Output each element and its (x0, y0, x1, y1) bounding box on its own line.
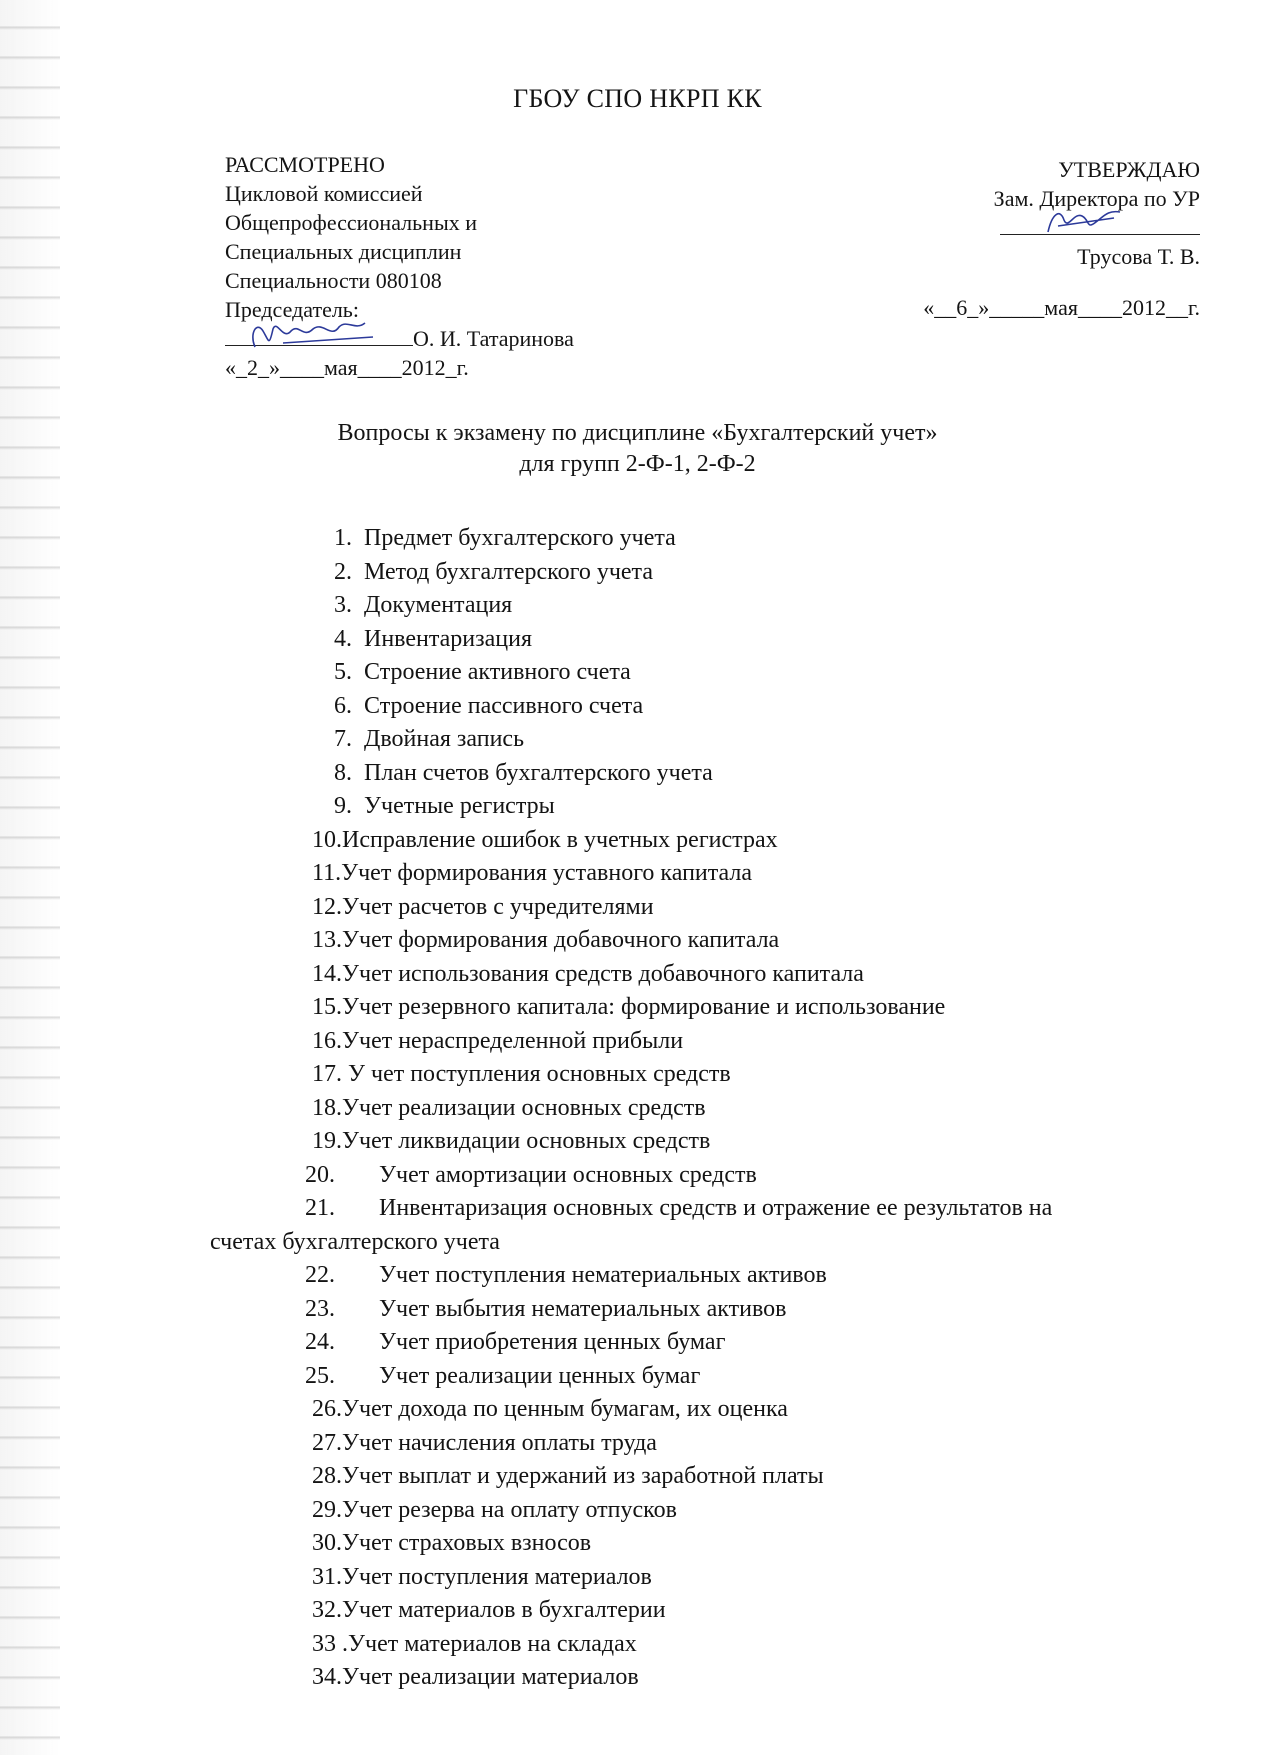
question-text: Учет резерва на оплату отпусков (342, 1496, 677, 1523)
question-text: У чет поступления основных средств (342, 1061, 731, 1087)
question-text: Учет резервного капитала: формирование и использование (342, 994, 946, 1020)
question-number: 29. (312, 1496, 342, 1523)
question-number: 33 . (312, 1630, 348, 1657)
signature-scribble-right (1038, 204, 1128, 238)
question-text: Учет расчетов с учредителями (342, 893, 654, 920)
question-number: 34. (312, 1664, 342, 1690)
question-number: 28. (312, 1463, 342, 1489)
question-number: 31. (312, 1563, 342, 1590)
list-item (210, 991, 1200, 1025)
question-text: Учет реализации ценных бумаг (379, 1362, 701, 1389)
question-number: 24. (305, 1329, 335, 1355)
question-text: Учет материалов в бухгалтерии (342, 1597, 666, 1623)
question-text: Инвентаризация основных средств и отражение ее результатов на (379, 1195, 1053, 1221)
heading-line-2: для групп 2-Ф-1, 2-Ф-2 (519, 451, 756, 477)
approved-block (923, 155, 1200, 322)
list-item (210, 1293, 1200, 1327)
signature-scribble-left (243, 317, 383, 351)
list-item (210, 958, 1200, 992)
question-text: Учет амортизации основных средств (379, 1161, 757, 1188)
question-number: 25. (305, 1362, 335, 1389)
list-item (210, 1025, 1200, 1059)
question-text: Строение активного счета (364, 659, 631, 685)
reviewed-label: РАССМОТРЕНО (225, 152, 385, 177)
list-item (210, 1192, 1200, 1226)
question-text: Учет формирования добавочного капитала (342, 927, 780, 953)
question-number: 26. (312, 1396, 342, 1422)
question-text: Инвентаризация (364, 625, 532, 652)
list-item (210, 1427, 1200, 1461)
question-number: 30. (312, 1530, 342, 1556)
list-item (210, 723, 1200, 757)
question-list (210, 522, 1200, 1695)
question-text: Учет начисления оплаты труда (342, 1429, 657, 1456)
director-name: Трусова Т. В. (1077, 244, 1200, 269)
list-item (210, 1494, 1200, 1528)
list-item (210, 623, 1200, 657)
question-text: Учет поступления материалов (342, 1563, 652, 1590)
director-signature-line (923, 213, 1200, 242)
question-number: 11. (312, 860, 342, 886)
list-item (210, 1326, 1200, 1360)
question-text: Учет приобретения ценных бумаг (379, 1329, 726, 1355)
deputy-director-line: Зам. Директора по УР (993, 186, 1200, 211)
signature-line (1000, 214, 1200, 235)
chairman-label: Председатель: (225, 297, 359, 322)
question-number: 19. (312, 1128, 342, 1154)
question-text: Учет реализации материалов (342, 1664, 639, 1690)
list-item (210, 1594, 1200, 1628)
question-number: 6. (334, 692, 352, 719)
list-item (210, 690, 1200, 724)
list-item (210, 1092, 1200, 1126)
list-item (210, 1561, 1200, 1595)
question-text: Учет материалов на складах (348, 1630, 637, 1657)
question-number: 3. (334, 592, 352, 618)
question-text: Учет страховых взносов (342, 1530, 592, 1556)
heading-line-1: Вопросы к экзамену по дисциплине «Бухгалтерский учет» (337, 420, 938, 446)
list-item (210, 891, 1200, 925)
approved-label: УТВЕРЖДАЮ (1058, 157, 1200, 182)
reviewed-date: «_2_»____мая____2012_г. (225, 355, 469, 380)
commission-line: Цикловой комиссией (225, 181, 423, 206)
commission-line-2: Общепрофессиональных и (225, 210, 478, 235)
question-number: 7. (334, 726, 352, 752)
list-item (210, 1159, 1200, 1193)
list-item (210, 857, 1200, 891)
question-text: Предмет бухгалтерского учета (364, 525, 676, 551)
question-number: 10. (312, 826, 342, 853)
question-number: 8. (334, 759, 352, 786)
list-item (210, 589, 1200, 623)
approved-date: «__6_»_____мая____2012__г. (923, 295, 1200, 320)
question-text: План счетов бухгалтерского учета (364, 759, 713, 786)
question-text: Учет ликвидации основных средств (342, 1128, 711, 1154)
chairman-signature-line (225, 324, 574, 353)
question-text: Учет поступления нематериальных активов (379, 1262, 827, 1288)
list-item (210, 556, 1200, 590)
signature-line (225, 325, 413, 346)
question-number: 21. (305, 1195, 335, 1221)
scan-edge-artifact (0, 0, 60, 1755)
question-number: 14. (312, 960, 342, 987)
list-item (210, 1259, 1200, 1293)
question-text: Учет формирования уставного капитала (341, 860, 753, 886)
chairman-name: О. И. Татаринова (413, 326, 574, 351)
question-number: 5. (334, 659, 352, 685)
list-item (210, 1125, 1200, 1159)
list-item (210, 1393, 1200, 1427)
question-text-continuation: счетах бухгалтерского учета (210, 1228, 500, 1255)
question-number: 2. (334, 558, 352, 585)
reviewed-block (225, 150, 574, 382)
question-number: 1. (334, 525, 352, 551)
question-text: Документация (364, 592, 513, 618)
question-text: Учет использования средств добавочного капитала (342, 960, 864, 987)
list-item (210, 1527, 1200, 1561)
list-item (210, 1661, 1200, 1695)
question-number: 13. (312, 927, 342, 953)
question-number: 27. (312, 1429, 342, 1456)
commission-line-3: Специальных дисциплин (225, 239, 462, 264)
list-item (210, 522, 1200, 556)
question-number: 9. (334, 793, 352, 819)
question-text: Учет реализации основных средств (342, 1094, 706, 1121)
list-item (210, 1360, 1200, 1394)
question-number: 15. (312, 994, 342, 1020)
question-number: 22. (305, 1262, 335, 1288)
list-item (210, 924, 1200, 958)
question-number: 17. (312, 1061, 342, 1087)
question-number: 20. (305, 1161, 335, 1188)
question-text: Учет выбытия нематериальных активов (379, 1295, 787, 1322)
question-text: Метод бухгалтерского учета (364, 558, 653, 585)
specialty-line: Специальности 080108 (225, 268, 442, 293)
question-number: 12. (312, 893, 342, 920)
list-item (210, 790, 1200, 824)
question-number: 32. (312, 1597, 342, 1623)
question-number: 16. (312, 1027, 342, 1054)
question-text: Исправление ошибок в учетных регистрах (342, 826, 778, 853)
org-title: ГБОУ СПО НКРП КК (513, 84, 762, 113)
question-text: Строение пассивного счета (364, 692, 644, 719)
question-text: Учет выплат и удержаний из заработной платы (342, 1463, 824, 1489)
question-number: 18. (312, 1094, 342, 1121)
question-number: 4. (334, 625, 352, 652)
list-item (210, 1058, 1200, 1092)
list-item (210, 656, 1200, 690)
question-text: Учетные регистры (364, 793, 555, 819)
list-item (210, 1628, 1200, 1662)
question-number: 23. (305, 1295, 335, 1322)
question-text: Двойная запись (364, 726, 525, 752)
document-heading (0, 418, 1275, 480)
question-text: Учет дохода по ценным бумагам, их оценка (342, 1396, 788, 1422)
list-item (210, 757, 1200, 791)
list-item (210, 824, 1200, 858)
question-text: Учет нераспределенной прибыли (342, 1027, 684, 1054)
list-item (210, 1460, 1200, 1494)
